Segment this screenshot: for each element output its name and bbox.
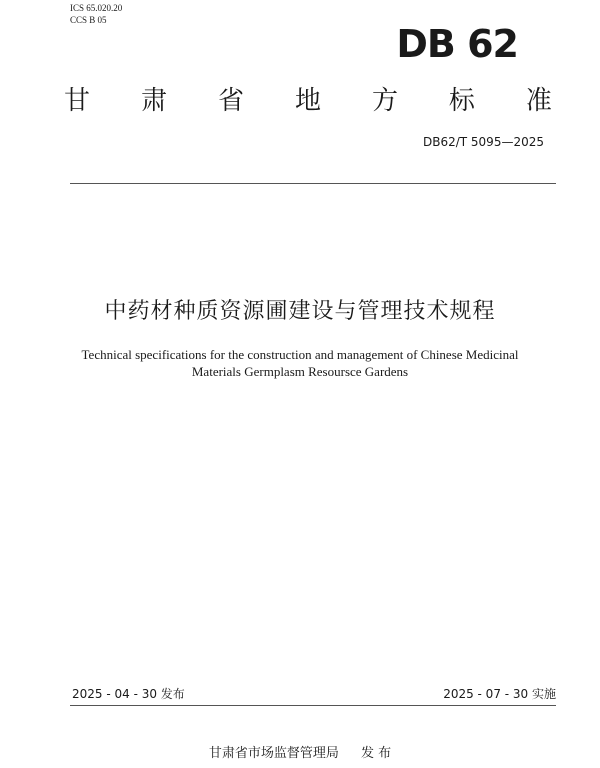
classification-codes [70,2,122,26]
standard-type-char: 省 [217,86,244,116]
standard-type-char: 甘 [64,86,91,116]
standard-type-char: 肃 [140,86,167,116]
standard-type-char: 准 [525,86,552,116]
issuer-name: 甘肃省市场监督管理局 [208,746,339,761]
issue-action: 发 布 [360,746,392,761]
standard-number: DB62/T 5095—2025 [422,135,544,149]
issue-date: 2025 - 04 - 30 发布 [72,687,185,701]
ccs-code: CCS B 05 [70,15,107,25]
document-title-en [0,346,600,380]
bottom-divider [70,705,556,706]
top-divider [70,183,556,184]
standard-type-char: 方 [371,86,398,116]
db-logo: DB 62 [396,22,518,66]
ics-code: ICS 65.020.20 [70,3,123,13]
standard-type-heading [64,84,552,118]
title-en-line: Technical specifications for the construction and management of Chinese Medicinal [81,347,519,362]
title-en-line: Materials Germplasm Resoursce Gardens [191,364,409,379]
standard-type-char: 地 [294,86,321,116]
document-title-zh: 中药材种质资源圃建设与管理技术规程 [104,299,496,324]
issuing-authority [0,745,600,762]
standard-type-char: 标 [448,86,475,116]
effective-date: 2025 - 07 - 30 实施 [443,687,556,701]
